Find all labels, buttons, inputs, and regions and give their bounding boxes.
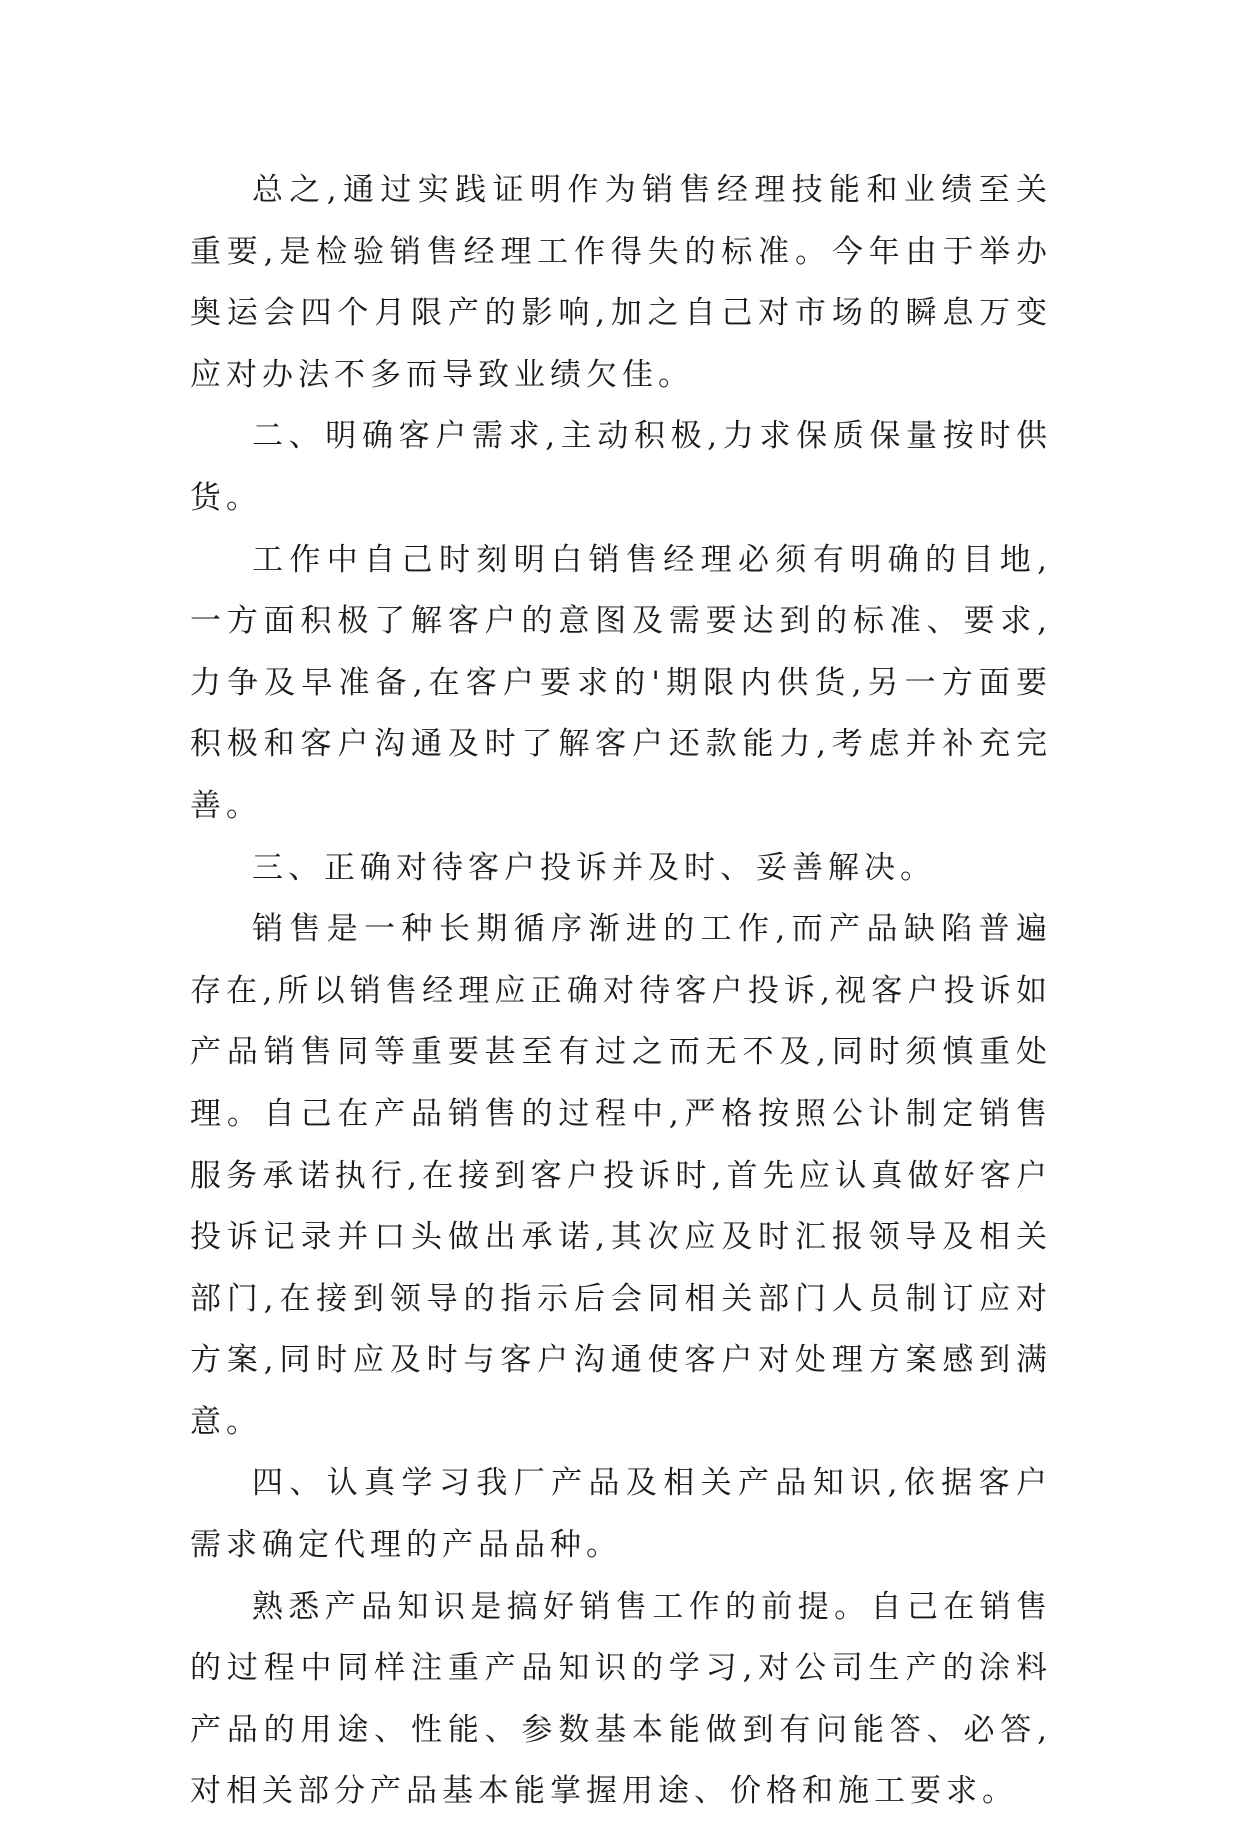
- document-body: [190, 160, 1052, 1823]
- paragraph-section-2: 工作中自己时刻明白销售经理必须有明确的目地,一方面积极了解客户的意图及需要达到的标准、要求,力争及早准备,在客户要求的'期限内供货,另一方面要积极和客户沟通及时了解客户还款能力,考虑并补充完善。: [190, 541, 1052, 824]
- section-heading-4: 四、认真学习我厂产品及相关产品知识,依据客户需求确定代理的产品品种。: [190, 1465, 1052, 1564]
- paragraph-section-4: 熟悉产品知识是搞好销售工作的前提。自己在销售的过程中同样注重产品知识的学习,对公司生产的涂料产品的用途、性能、参数基本能做到有问能答、必答,对相关部分产品基本能掌握用途、价格和施工要求。: [190, 1588, 1052, 1810]
- section-heading-3: 三、正确对待客户投诉并及时、妥善解决。: [252, 849, 936, 886]
- paragraph-section-3: 销售是一种长期循序渐进的工作,而产品缺陷普遍存在,所以销售经理应正确对待客户投诉,视客户投诉如产品销售同等重要甚至有过之而无不及,同时须慎重处理。自己在产品销售的过程中,严格按照公讣制定销售服务承诺执行,在接到客户投诉时,首先应认真做好客户投诉记录并口头做出承诺,其次应及时汇报领导及相关部门,在接到领导的指示后会同相关部门人员制订应对方案,同时应及时与客户沟通使客户对处理方案感到满意。: [190, 911, 1052, 1440]
- paragraph-conclusion: 总之,通过实践证明作为销售经理技能和业绩至关重要,是检验销售经理工作得失的标准。今年由于举办奥运会四个月限产的影响,加之自己对市场的瞬息万变应对办法不多而导致业绩欠佳。: [190, 172, 1052, 393]
- section-heading-2: 二、明确客户需求,主动积极,力求保质保量按时供货。: [190, 418, 1052, 516]
